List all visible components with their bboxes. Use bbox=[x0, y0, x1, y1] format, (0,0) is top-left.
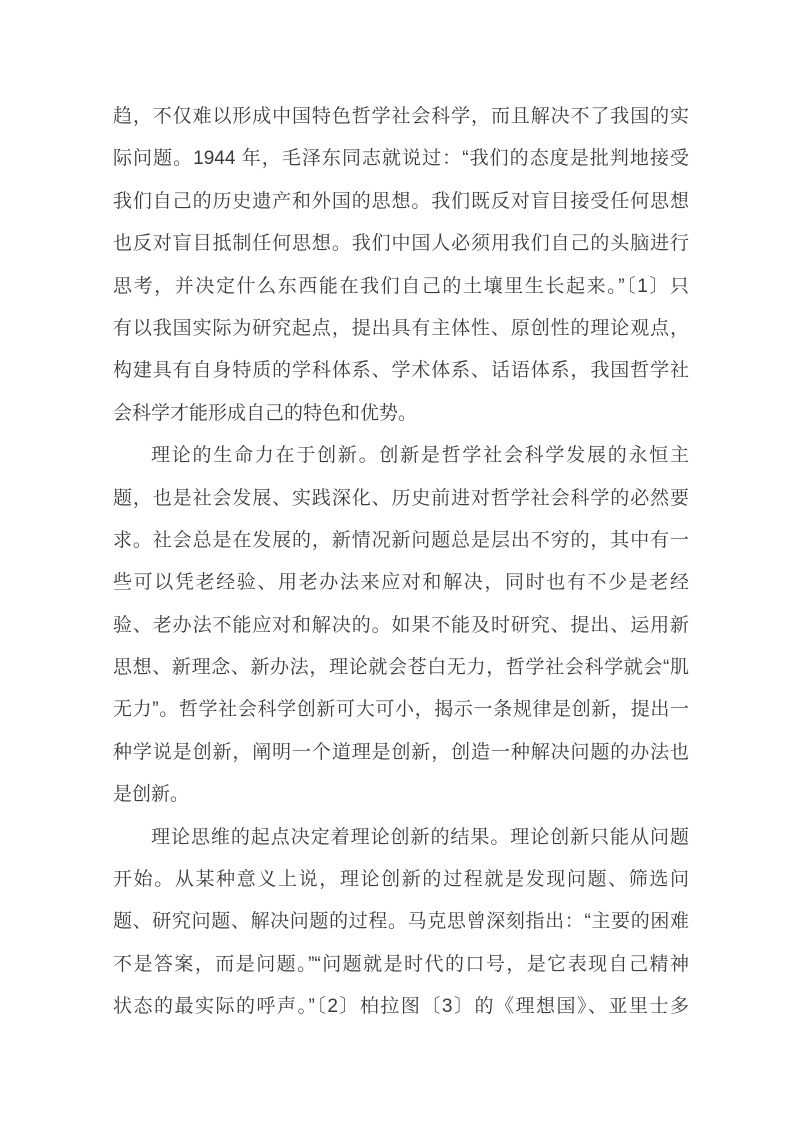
text-line: 开始。从某种意义上说，理论创新的过程就是发现问题、筛选问 bbox=[113, 869, 689, 891]
text-line: 题，也是社会发展、实践深化、历史前进对哲学社会科学的必然要 bbox=[113, 487, 689, 509]
text-line: 思想、新理念、新办法，理论就会苍白无力，哲学社会科学就会“肌 bbox=[113, 657, 689, 679]
text-line: 我们自己的历史遗产和外国的思想。我们既反对盲目接受任何思想 bbox=[113, 190, 689, 212]
text-line: 有以我国实际为研究起点，提出具有主体性、原创性的理论观点， bbox=[113, 317, 689, 339]
text-line: 无力”。哲学社会科学创新可大可小，揭示一条规律是创新，提出一 bbox=[113, 699, 689, 721]
text-line: 是创新。 bbox=[113, 784, 190, 806]
text-line: 思考，并决定什么东西能在我们自己的土壤里生长起来。”〔1〕只 bbox=[113, 275, 689, 297]
paragraph bbox=[113, 817, 689, 1029]
text-line: 理论思维的起点决定着理论创新的结果。理论创新只能从问题 bbox=[151, 826, 689, 848]
document-text-block bbox=[113, 96, 689, 1029]
text-line: 也反对盲目抵制任何思想。我们中国人必须用我们自己的头脑进行 bbox=[113, 233, 689, 255]
text-line: 种学说是创新，阐明一个道理是创新，创造一种解决问题的办法也 bbox=[113, 741, 689, 763]
text-line: 状态的最实际的呼声。”〔2〕柏拉图〔3〕的《理想国》、亚里士多 bbox=[113, 996, 689, 1018]
text-line: 趋，不仅难以形成中国特色哲学社会科学，而且解决不了我国的实 bbox=[113, 106, 689, 127]
text-line: 些可以凭老经验、用老办法来应对和解决，同时也有不少是老经 bbox=[113, 572, 689, 594]
text-line: 不是答案，而是问题。”“问题就是时代的口号，是它表现自己精神 bbox=[113, 953, 689, 975]
text-line: 求。社会总是在发展的，新情况新问题总是层出不穷的，其中有一 bbox=[113, 529, 689, 551]
text-line: 构建具有自身特质的学科体系、学术体系、话语体系，我国哲学社 bbox=[113, 360, 689, 382]
text-line: 题、研究问题、解决问题的过程。马克思曾深刻指出：“主要的困难 bbox=[113, 911, 689, 933]
paragraph bbox=[113, 96, 689, 435]
text-line: 际问题。1944 年，毛泽东同志就说过：“我们的态度是批判地接受 bbox=[113, 148, 689, 170]
text-line: 理论的生命力在于创新。创新是哲学社会科学发展的永恒主 bbox=[151, 445, 689, 467]
text-line: 会科学才能形成自己的特色和优势。 bbox=[113, 402, 418, 424]
paragraph bbox=[113, 435, 689, 817]
text-line: 验、老办法不能应对和解决的。如果不能及时研究、提出、运用新 bbox=[113, 614, 689, 636]
